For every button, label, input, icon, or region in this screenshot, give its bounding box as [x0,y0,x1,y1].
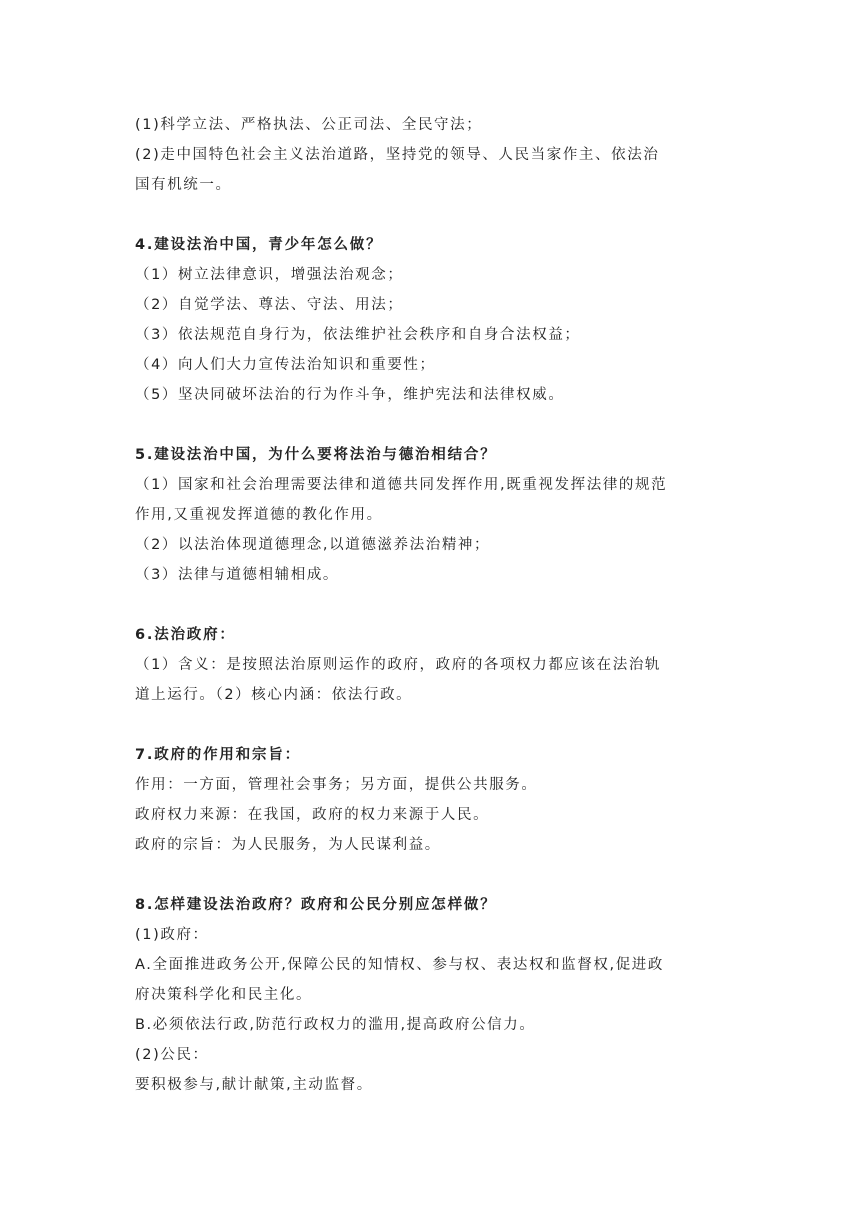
body-line: （1）含义：是按照法治原则运作的政府，政府的各项权力都应该在法治轨 [135,657,662,673]
body-line: 政府权力来源：在我国，政府的权力来源于人民。 [135,807,490,823]
body-line: (2)公民： [135,1047,209,1063]
section-heading: 7.政府的作用和宗旨： [135,747,301,763]
document-body [135,110,730,1100]
body-line: 府决策科学化和民主化。 [135,987,313,1003]
body-line: （1）国家和社会治理需要法律和道德共同发挥作用,既重视发挥法律的规范 [135,477,668,493]
body-line: A.全面推进政务公开,保障公民的知情权、参与权、表达权和监督权,促进政 [135,957,664,973]
body-line: （2）以法治体现道德理念,以道德滋养法治精神； [135,537,491,553]
body-line: (1)政府： [135,927,209,943]
body-line: （2）自觉学法、尊法、守法、用法； [135,297,404,313]
body-line: 政府的宗旨：为人民服务，为人民谋利益。 [135,837,441,853]
spacer [135,200,730,230]
section-heading: 5.建设法治中国，为什么要将法治与德治相结合？ [135,447,497,463]
spacer [135,710,730,740]
section-8 [135,890,730,1100]
body-line: (1)科学立法、严格执法、公正司法、全民守法； [135,117,483,133]
body-line: （3）法律与道德相辅相成。 [135,567,340,583]
body-line: 作用,又重视发挥道德的教化作用。 [135,507,383,523]
section-heading: 8.怎样建设法治政府？政府和公民分别应怎样做？ [135,897,497,913]
body-line: 道上运行。（2）核心内涵：依法行政。 [135,687,413,703]
body-line: （1）树立法律意识，增强法治观念； [135,267,404,283]
body-line: （4）向人们大力宣传法治知识和重要性； [135,357,436,373]
body-line: （5）坚决同破坏法治的行为作斗争，维护宪法和法律权威。 [135,387,565,403]
section-5 [135,440,730,590]
section-4 [135,230,730,410]
spacer [135,590,730,620]
section-intro [135,110,730,200]
body-line: 要积极参与,献计献策,主动监督。 [135,1077,373,1093]
section-heading: 4.建设法治中国，青少年怎么做？ [135,237,383,253]
body-line: 国有机统一。 [135,177,232,193]
section-6 [135,620,730,710]
body-line: B.必须依法行政,防范行政权力的滥用,提高政府公信力。 [135,1017,536,1033]
body-line: （3）依法规范自身行为，依法维护社会秩序和自身合法权益； [135,327,581,343]
body-line: (2)走中国特色社会主义法治道路，坚持党的领导、人民当家作主、依法治 [135,147,660,163]
spacer [135,860,730,890]
spacer [135,410,730,440]
body-line: 作用：一方面，管理社会事务；另方面，提供公共服务。 [135,777,538,793]
section-7 [135,740,730,860]
section-heading: 6.法治政府： [135,627,236,643]
